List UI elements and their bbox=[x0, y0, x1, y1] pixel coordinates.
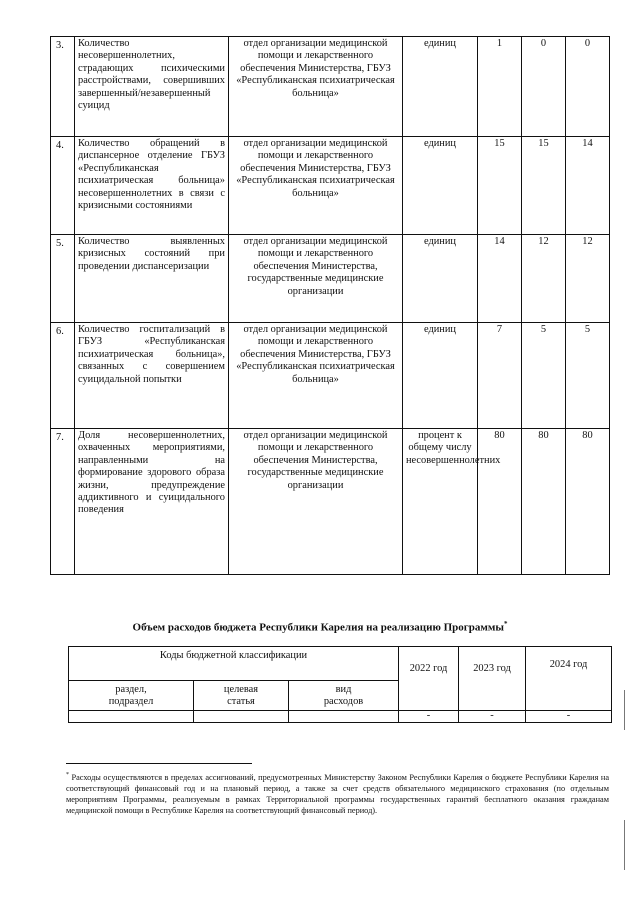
budget-value-2024: - bbox=[526, 711, 612, 723]
budget-codes-header: Коды бюджетной классификации bbox=[69, 647, 399, 681]
indicator-row bbox=[51, 429, 610, 575]
value-2024: 5 bbox=[566, 323, 610, 429]
value-2022: 1 bbox=[478, 37, 522, 137]
value-2024: 12 bbox=[566, 235, 610, 323]
responsible-party: отдел организации медицинской помощи и лекарственного обеспечения Министерства, ГБУЗ «Республиканская психиатрическая больница» bbox=[229, 323, 403, 429]
budget-year-2023: 2023 год bbox=[459, 647, 526, 711]
budget-title-text: Объем расходов бюджета Республики Карелия на реализацию Программы bbox=[132, 621, 504, 634]
budget-title-footnote-mark: * bbox=[503, 620, 508, 628]
value-2024: 0 bbox=[566, 37, 610, 137]
value-2023: 0 bbox=[522, 37, 566, 137]
indicator-name: Количество несовершеннолетних, страдающих психическими расстройствами, совершивших завершенный/незавершенный суицид bbox=[75, 37, 229, 137]
footnote bbox=[66, 770, 609, 817]
unit: единиц bbox=[403, 323, 478, 429]
value-2023: 15 bbox=[522, 137, 566, 235]
row-number: 6. bbox=[51, 323, 75, 429]
budget-col-type: вид расходов bbox=[289, 681, 399, 711]
indicator-name: Количество выявленных кризисных состояний при проведении диспансеризации bbox=[75, 235, 229, 323]
budget-title bbox=[0, 620, 640, 634]
budget-year-2022: 2022 год bbox=[399, 647, 459, 711]
value-2022: 80 bbox=[478, 429, 522, 575]
row-number: 7. bbox=[51, 429, 75, 575]
value-2023: 80 bbox=[522, 429, 566, 575]
budget-value-2023: - bbox=[459, 711, 526, 723]
footnote-separator bbox=[66, 763, 252, 764]
unit: единиц bbox=[403, 37, 478, 137]
indicator-name: Доля несовершеннолетних, охваченных мероприятиями, направленными на формирование здорового образа жизни, предупреждение аддиктивного и суицидального поведения bbox=[75, 429, 229, 575]
budget-header-row bbox=[69, 647, 612, 681]
indicator-row bbox=[51, 37, 610, 137]
value-2023: 5 bbox=[522, 323, 566, 429]
value-2024: 80 bbox=[566, 429, 610, 575]
indicator-row bbox=[51, 323, 610, 429]
scan-mark bbox=[624, 690, 625, 730]
budget-value-row bbox=[69, 711, 612, 723]
row-number: 3. bbox=[51, 37, 75, 137]
value-2024: 14 bbox=[566, 137, 610, 235]
unit: единиц bbox=[403, 235, 478, 323]
value-2022: 15 bbox=[478, 137, 522, 235]
indicators-table-body bbox=[51, 37, 610, 575]
scan-mark bbox=[624, 820, 625, 870]
footnote-mark: * bbox=[66, 772, 69, 778]
budget-year-2024: 2024 год bbox=[526, 647, 612, 711]
budget-col-section: раздел, подраздел bbox=[69, 681, 194, 711]
value-2022: 7 bbox=[478, 323, 522, 429]
budget-cell-type bbox=[289, 711, 399, 723]
footnote-text: Расходы осуществляются в пределах ассигнований, предусмотренных Министерству Законом Республики Карелия о бюджете Республики Карелия на соответствующий финансовый год и на плановый период, а также за счет средств обязательного медицинского страхования (по отдельным мероприятиям Программы, реализуемым в рамках Территориальной программы государственных гарантий бесплатного оказания гражданам медицинской помощи в Республике Карелия на соответствующий финансовый период). bbox=[66, 772, 609, 816]
indicator-name: Количество обращений в диспансерное отделение ГБУЗ «Республиканская психиатрическая больница» несовершеннолетних в связи с кризисными состояниями bbox=[75, 137, 229, 235]
budget-cell-section bbox=[69, 711, 194, 723]
budget-cell-target bbox=[194, 711, 289, 723]
value-2022: 14 bbox=[478, 235, 522, 323]
indicators-table bbox=[50, 36, 610, 575]
responsible-party: отдел организации медицинской помощи и лекарственного обеспечения Министерства, государственные медицинские организации bbox=[229, 429, 403, 575]
indicator-name: Количество госпитализаций в ГБУЗ «Республиканская психиатрическая больница», связанных с совершением суицидальной попытки bbox=[75, 323, 229, 429]
indicator-row bbox=[51, 235, 610, 323]
value-2023: 12 bbox=[522, 235, 566, 323]
budget-table bbox=[68, 646, 612, 723]
budget-col-target: целевая статья bbox=[194, 681, 289, 711]
unit: единиц bbox=[403, 137, 478, 235]
row-number: 4. bbox=[51, 137, 75, 235]
responsible-party: отдел организации медицинской помощи и лекарственного обеспечения Министерства, ГБУЗ «Республиканская психиатрическая больница» bbox=[229, 37, 403, 137]
responsible-party: отдел организации медицинской помощи и лекарственного обеспечения Министерства, государственные медицинские организации bbox=[229, 235, 403, 323]
budget-value-2022: - bbox=[399, 711, 459, 723]
unit: процент к общему числу несовершеннолетних bbox=[403, 429, 478, 575]
row-number: 5. bbox=[51, 235, 75, 323]
indicator-row bbox=[51, 137, 610, 235]
responsible-party: отдел организации медицинской помощи и лекарственного обеспечения Министерства, ГБУЗ «Республиканская психиатрическая больница» bbox=[229, 137, 403, 235]
